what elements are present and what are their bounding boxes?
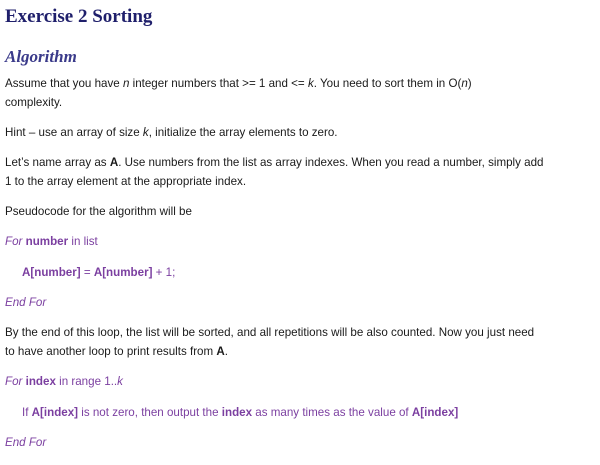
code-text: in list: [68, 235, 98, 248]
variable-k: k: [117, 375, 123, 388]
variable-n: n: [461, 77, 468, 90]
variable-k: k: [307, 77, 314, 90]
text-run: Assume that you have: [5, 77, 123, 90]
keyword-for: For: [5, 375, 26, 388]
text-run: Let’s name array as: [5, 156, 110, 169]
array-name: A: [109, 156, 119, 169]
code-for-loop: [5, 232, 98, 251]
text-run: Hint – use an array of size: [5, 126, 143, 139]
code-variable: index: [25, 375, 56, 388]
code-for-range: [5, 372, 123, 391]
text-run: .: [224, 345, 228, 358]
code-array-access: A[index]: [411, 406, 459, 419]
paragraph-assumption-line-2: complexity.: [5, 96, 63, 109]
section-heading-algorithm: Algorithm: [5, 47, 77, 66]
paragraph-pseudocode-intro: Pseudocode for the algorithm will be: [5, 205, 192, 218]
text-run: to have another loop to print results from: [5, 345, 217, 358]
paragraph-array-line-2: 1 to the array element at the appropriate index.: [5, 175, 247, 188]
text-run: , initialize the array elements to zero.: [148, 126, 338, 139]
code-text: is not zero, then output the: [78, 406, 222, 419]
paragraph-array-line-1: [5, 153, 544, 172]
variable-k: k: [142, 126, 149, 139]
paragraph-hint: [5, 123, 338, 142]
code-if-output: [22, 403, 458, 422]
code-text: + 1;: [152, 266, 176, 279]
code-array-access: A[number]: [93, 266, 153, 279]
code-text: in range 1..: [55, 375, 118, 388]
keyword-for: For: [5, 235, 26, 248]
code-array-access: A[index]: [31, 406, 79, 419]
code-end-for: End For: [5, 436, 47, 449]
text-run: ): [467, 77, 472, 90]
paragraph-conclusion-line-1: By the end of this loop, the list will be sorted, and all repetitions will be also counted. Now you just need: [5, 326, 535, 339]
code-increment: [22, 263, 175, 282]
text-run: . Use numbers from the list as array indexes. When you read a number, simply add: [118, 156, 544, 169]
paragraph-conclusion-line-2: [5, 342, 228, 361]
text-run: integer numbers that >= 1 and <=: [129, 77, 308, 90]
text-run: . You need to sort them in O(: [313, 77, 462, 90]
code-variable: number: [25, 235, 69, 248]
code-text: as many times as the value of: [252, 406, 412, 419]
code-variable: index: [221, 406, 253, 419]
array-name: A: [216, 345, 225, 358]
page-title: Exercise 2 Sorting: [5, 6, 153, 27]
paragraph-assumption-line-1: [5, 74, 472, 93]
variable-n: n: [122, 77, 130, 90]
code-text: =: [80, 266, 94, 279]
code-array-access: A[number]: [22, 266, 81, 279]
code-end-for: End For: [5, 296, 47, 309]
code-text: If: [22, 406, 32, 419]
